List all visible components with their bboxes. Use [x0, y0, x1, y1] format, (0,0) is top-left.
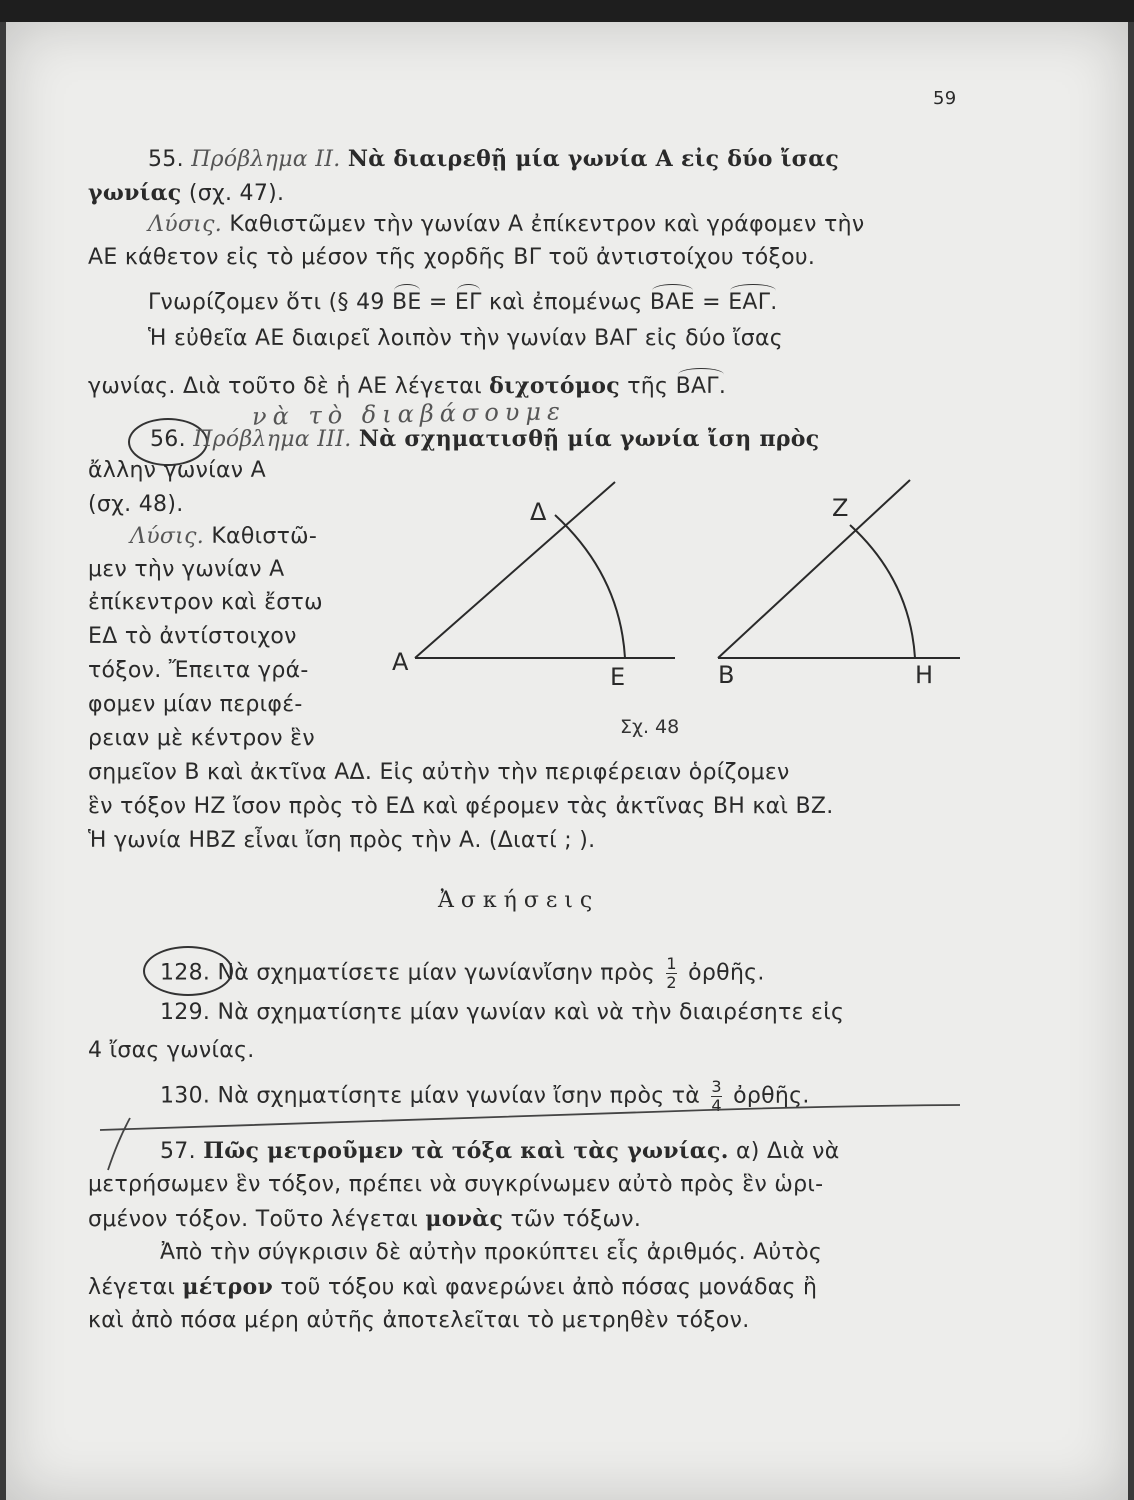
p57-line-4: Ἀπὸ τὴν σύγκρισιν δὲ αὐτὴν προκύπτει εἷς ἀριθμός. Αὐτὸς	[160, 1240, 823, 1265]
exercise-tail: ὀρθῆς.	[688, 960, 765, 986]
numerator: 1	[666, 954, 677, 973]
section-title: Πῶς μετροῦμεν τὰ τόξα καὶ τὰς γωνίας.	[203, 1138, 729, 1164]
p56-wrap-2: μεν τὴν γωνίαν Α	[88, 557, 285, 582]
label-h: Η	[915, 661, 934, 689]
solution-label: Λύσις.	[148, 212, 223, 237]
exercise-129-cont: 4 ἴσας γωνίας.	[88, 1038, 255, 1063]
p55-line-2: ΑΕ κάθετον εἰς τὸ μέσον τῆς χορδῆς ΒΓ τοῦ ἀντιστοίχου τόξου.	[88, 245, 816, 270]
section-number: 56.	[150, 427, 186, 452]
p57-line-3	[88, 1206, 641, 1232]
arc-ed	[555, 515, 625, 658]
label-b: Β	[718, 661, 735, 689]
denominator: 4	[711, 1096, 722, 1115]
page-number: 59	[933, 88, 957, 109]
arc-eg: ΕΓ	[454, 290, 482, 315]
scan-top-edge	[0, 0, 1134, 22]
p55-text-1: Καθιστῶμεν τὴν γωνίαν Α ἐπίκεντρον καὶ γράφομεν τὴν	[229, 212, 865, 237]
p56-wrap-text-1: Καθιστῶ-	[211, 524, 318, 549]
p55-text-5a: γωνίας. Διὰ τοῦτο δὲ ἡ ΑΕ λέγεται	[88, 374, 482, 399]
solution-label: Λύσις.	[130, 524, 205, 549]
exercise-tail: ὀρθῆς.	[733, 1083, 810, 1109]
section-number: 55.	[148, 147, 184, 172]
section-55-heading-cont	[88, 180, 284, 206]
p57-text-1: α) Διὰ νὰ	[735, 1139, 840, 1164]
angle-eag: ΕΑΓ.	[728, 290, 778, 315]
exercise-text: Νὰ σχηματίσητε μίαν γωνίαν ἴσην πρὸς τὰ	[217, 1083, 701, 1109]
p55-text-3a: Γνωρίζομεν ὅτι (§ 49	[148, 290, 385, 315]
ray-ad	[415, 482, 615, 658]
term-bisector: διχοτόμος	[489, 373, 620, 399]
section-56-heading	[150, 426, 819, 452]
problem-title: Νὰ διαιρεθῇ μία γωνία Α εἰς δύο ἴσας	[347, 146, 840, 172]
p56-line-2: ἓν τόξον ΗΖ ἴσον πρὸς τὸ ΕΔ καὶ φέρομεν τὰς ἀκτῖνας ΒΗ καὶ ΒΖ.	[88, 794, 834, 819]
exercise-128	[160, 955, 765, 992]
section-57-heading	[160, 1138, 840, 1164]
p56-line-3: Ἡ γωνία ΗΒΖ εἶναι ἴση πρὸς τὴν Α. (Διατί ; ).	[88, 828, 596, 853]
section-number: 57.	[160, 1139, 196, 1164]
exercise-text: Νὰ σχηματίσετε μίαν γωνίανἴσην πρὸς	[217, 960, 656, 986]
term-measure: μέτρον	[182, 1274, 274, 1300]
figure-caption: Σχ. 48	[620, 716, 680, 738]
p56-wrap-1	[130, 524, 317, 549]
label-d: Δ	[530, 498, 547, 526]
p57-line-2: μετρήσωμεν ἓν τόξον, πρέπει νὰ συγκρίνωμεν αὐτὸ πρὸς ἓν ὡρι-	[88, 1172, 824, 1197]
p57-text-5a: λέγεται	[88, 1275, 176, 1300]
exercise-number: 130.	[160, 1083, 211, 1109]
section-56-heading-cont: ἄλλην γωνίαν Α	[88, 458, 266, 483]
p56-wrap-6: φομεν μίαν περιφέ-	[88, 692, 303, 717]
numerator: 3	[711, 1077, 722, 1096]
label-e: Ε	[610, 663, 626, 691]
figure-ref-48: (σχ. 48).	[88, 492, 184, 517]
p57-line-6: καὶ ἀπὸ πόσα μέρη αὐτῆς ἀποτελεῖται τὸ μετρηθὲν τόξον.	[88, 1308, 750, 1333]
p57-text-3c: τῶν τόξων.	[510, 1207, 642, 1232]
label-z: Ζ	[832, 494, 849, 522]
exercise-text: Νὰ σχηματίσητε μίαν γωνίαν καὶ νὰ τὴν διαιρέσητε εἰς	[217, 1000, 845, 1025]
angle-bae: ΒΑΕ	[649, 290, 695, 315]
denominator: 2	[666, 973, 677, 992]
problem-title-cont: γωνίας	[88, 180, 182, 206]
exercises-heading: Ἀσκήσεις	[438, 888, 600, 913]
p56-wrap-3: ἐπίκεντρον καὶ ἔστω	[88, 590, 323, 615]
p55-text-5c: τῆς	[627, 374, 669, 399]
p55-text-3b: καὶ ἐπομένως	[488, 290, 643, 315]
p55-line-5	[88, 373, 726, 399]
exercise-number: 128.	[160, 960, 211, 986]
p56-wrap-4: ΕΔ τὸ ἀντίστοιχον	[88, 624, 297, 649]
problem-label: Πρόβλημα ΙΙ.	[191, 147, 341, 172]
p55-line-4: Ἡ εὐθεῖα ΑΕ διαιρεῖ λοιπὸν τὴν γωνίαν ΒΑΓ εἰς δύο ἴσας	[148, 326, 783, 351]
p57-line-5	[88, 1274, 817, 1300]
angle-bag: ΒΑΓ.	[675, 374, 727, 399]
figure-48	[370, 470, 970, 695]
term-unit: μονὰς	[425, 1206, 504, 1232]
label-a: Α	[392, 648, 409, 676]
exercise-129	[160, 1000, 844, 1025]
p55-line-3	[148, 290, 778, 315]
handwritten-note: νὰ τὸ διαβάσουμε	[251, 397, 567, 431]
p55-line-1	[148, 212, 864, 237]
p56-line-1: σημεῖον Β καὶ ἀκτῖνα ΑΔ. Εἰς αὐτὴν τὴν περιφέρειαν ὁρίζομεν	[88, 760, 790, 785]
equals-sign: =	[428, 290, 448, 315]
problem-title: Νὰ σχηματισθῇ μία γωνία ἴση πρὸς	[358, 426, 820, 452]
p56-wrap-7: ρειαν μὲ κέντρον ἓν	[88, 726, 315, 751]
arc-hz	[850, 525, 915, 658]
p57-text-5c: τοῦ τόξου καὶ φανερώνει ἀπὸ πόσας μονάδας ἢ	[280, 1275, 818, 1300]
section-55-heading	[148, 146, 839, 172]
equals-sign: =	[702, 290, 721, 315]
exercise-number: 129.	[160, 1000, 211, 1025]
problem-label: Πρόβλημα ΙΙΙ.	[193, 427, 352, 452]
p56-wrap-5: τόξον. Ἔπειτα γρά-	[88, 658, 309, 683]
figure-ref: (σχ. 47).	[188, 181, 285, 206]
arc-be: ΒΕ	[392, 290, 422, 315]
fraction-1-2	[666, 955, 676, 992]
ray-bz	[718, 480, 910, 658]
p57-text-3a: σμένον τόξον. Τοῦτο λέγεται	[88, 1207, 419, 1232]
